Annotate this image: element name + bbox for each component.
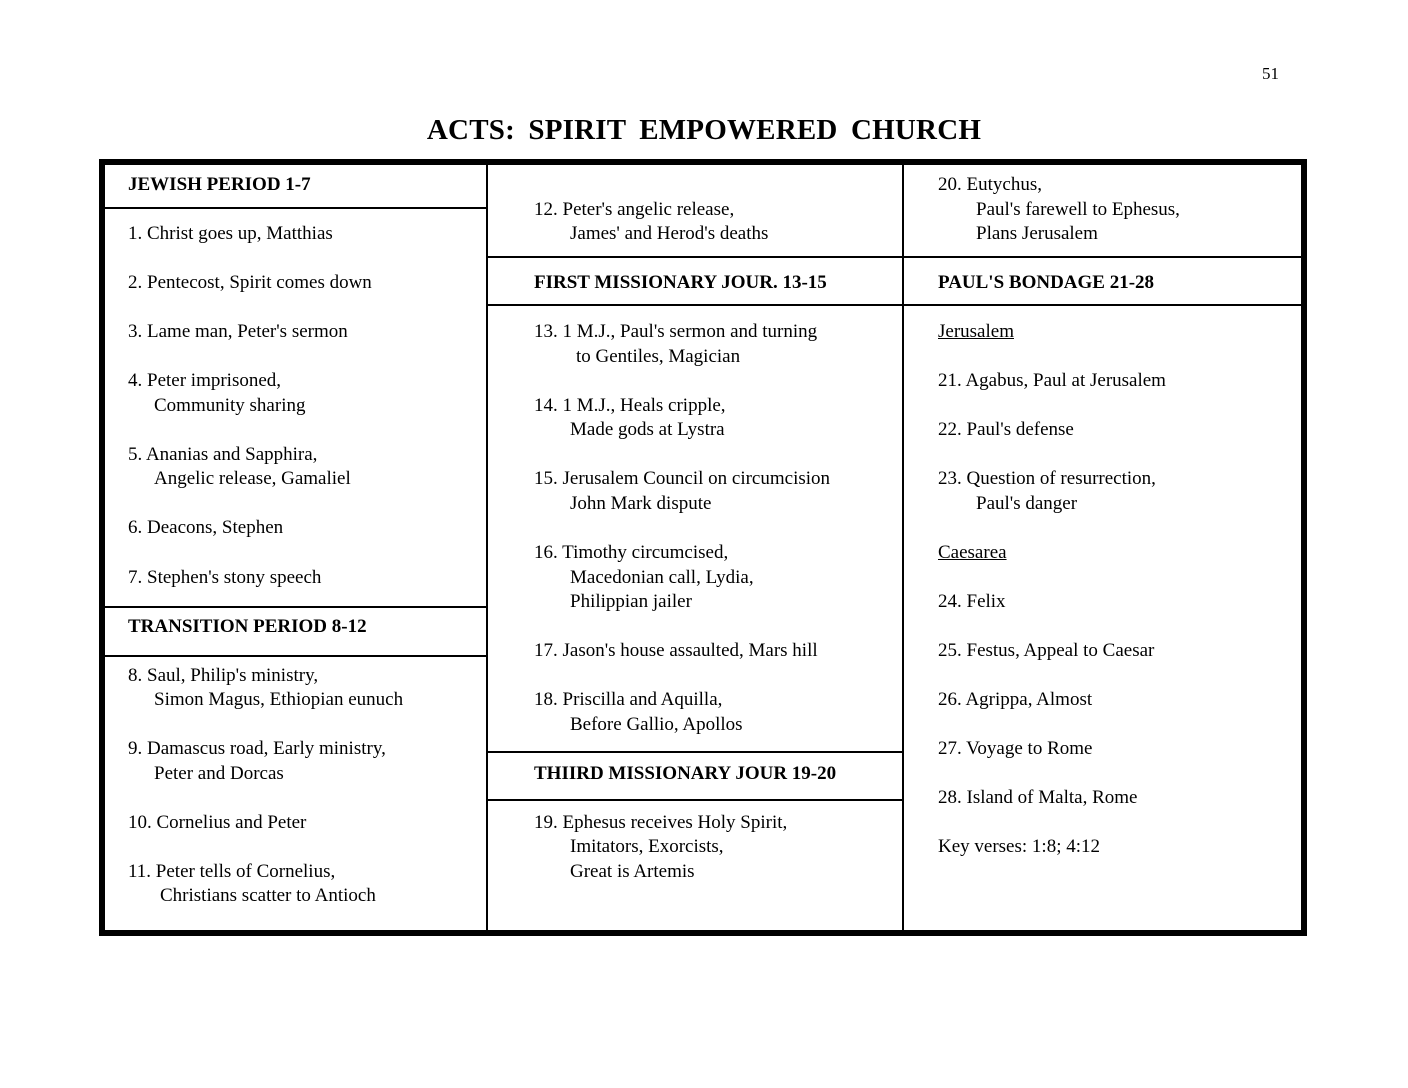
section-heading-pauls-bondage: PAUL'S BONDAGE 21-28 <box>938 272 1155 293</box>
list-item: 18. Priscilla and Aquilla, <box>534 689 723 710</box>
list-item: 13. 1 M.J., Paul's sermon and turning <box>534 321 818 342</box>
list-item: 22. Paul's defense <box>938 419 1074 440</box>
list-item-continuation: Angelic release, Gamaliel <box>154 468 351 489</box>
key-verses: Key verses: 1:8; 4:12 <box>938 836 1101 857</box>
list-item: 16. Timothy circumcised, <box>534 542 729 563</box>
list-item: 19. Ephesus receives Holy Spirit, <box>534 812 788 833</box>
list-item-continuation: Christians scatter to Antioch <box>160 885 376 906</box>
list-item: 27. Voyage to Rome <box>938 738 1093 759</box>
section-heading-transition-period: TRANSITION PERIOD 8-12 <box>128 616 367 637</box>
list-item: 5. Ananias and Sapphira, <box>128 444 318 465</box>
row-divider <box>487 799 903 801</box>
list-item-continuation: John Mark dispute <box>570 493 712 514</box>
list-item-continuation: Plans Jerusalem <box>976 223 1098 244</box>
section-heading-first-missionary-journey: FIRST MISSIONARY JOUR. 13-15 <box>534 272 827 293</box>
list-item: 28. Island of Malta, Rome <box>938 787 1138 808</box>
list-item: 9. Damascus road, Early ministry, <box>128 738 386 759</box>
list-item: 21. Agabus, Paul at Jerusalem <box>938 370 1166 391</box>
list-item-continuation: Imitators, Exorcists, <box>570 836 724 857</box>
list-item: 24. Felix <box>938 591 1006 612</box>
page-number: 51 <box>1262 64 1279 83</box>
list-item: 15. Jerusalem Council on circumcision <box>534 468 831 489</box>
row-divider <box>487 751 903 753</box>
list-item: 6. Deacons, Stephen <box>128 517 284 538</box>
list-item: 17. Jason's house assaulted, Mars hill <box>534 640 818 661</box>
column-divider <box>486 165 488 930</box>
row-divider <box>105 655 487 657</box>
section-heading-jewish-period: JEWISH PERIOD 1-7 <box>128 174 311 195</box>
list-item-continuation: Peter and Dorcas <box>154 763 284 784</box>
list-item: 26. Agrippa, Almost <box>938 689 1093 710</box>
list-item: 3. Lame man, Peter's sermon <box>128 321 348 342</box>
list-item: 1. Christ goes up, Matthias <box>128 223 333 244</box>
list-item: 2. Pentecost, Spirit comes down <box>128 272 372 293</box>
row-divider <box>487 256 1301 258</box>
section-heading-third-missionary-journey: THIIRD MISSIONARY JOUR 19-20 <box>534 763 837 784</box>
outline-table <box>99 159 1307 936</box>
list-item: 10. Cornelius and Peter <box>128 812 307 833</box>
list-item-continuation: Simon Magus, Ethiopian eunuch <box>154 689 404 710</box>
row-divider <box>904 304 1301 306</box>
list-item-continuation: Made gods at Lystra <box>570 419 725 440</box>
list-item-continuation: Paul's danger <box>976 493 1078 514</box>
row-divider <box>487 304 903 306</box>
list-item-continuation: to Gentiles, Magician <box>576 346 741 367</box>
list-item: 11. Peter tells of Cornelius, <box>128 861 336 882</box>
list-item: 7. Stephen's stony speech <box>128 567 322 588</box>
list-item-continuation: Before Gallio, Apollos <box>570 714 743 735</box>
list-item-continuation: James' and Herod's deaths <box>570 223 769 244</box>
list-item: 20. Eutychus, <box>938 174 1042 195</box>
column-divider <box>902 165 904 930</box>
row-divider <box>105 606 487 608</box>
list-item-continuation: Community sharing <box>154 395 306 416</box>
row-divider <box>105 207 487 209</box>
list-item: 14. 1 M.J., Heals cripple, <box>534 395 726 416</box>
list-item: 25. Festus, Appeal to Caesar <box>938 640 1155 661</box>
list-item-continuation: Philippian jailer <box>570 591 692 612</box>
list-item: 8. Saul, Philip's ministry, <box>128 665 319 686</box>
subheading-caesarea: Caesarea <box>938 542 1007 563</box>
page-title: ACTS: SPIRIT EMPOWERED CHURCH <box>426 114 982 146</box>
list-item-continuation: Macedonian call, Lydia, <box>570 567 754 588</box>
list-item-continuation: Great is Artemis <box>570 861 695 882</box>
list-item: 12. Peter's angelic release, <box>534 199 735 220</box>
list-item: 4. Peter imprisoned, <box>128 370 282 391</box>
list-item: 23. Question of resurrection, <box>938 468 1156 489</box>
list-item-continuation: Paul's farewell to Ephesus, <box>976 199 1180 220</box>
subheading-jerusalem: Jerusalem <box>938 321 1014 342</box>
